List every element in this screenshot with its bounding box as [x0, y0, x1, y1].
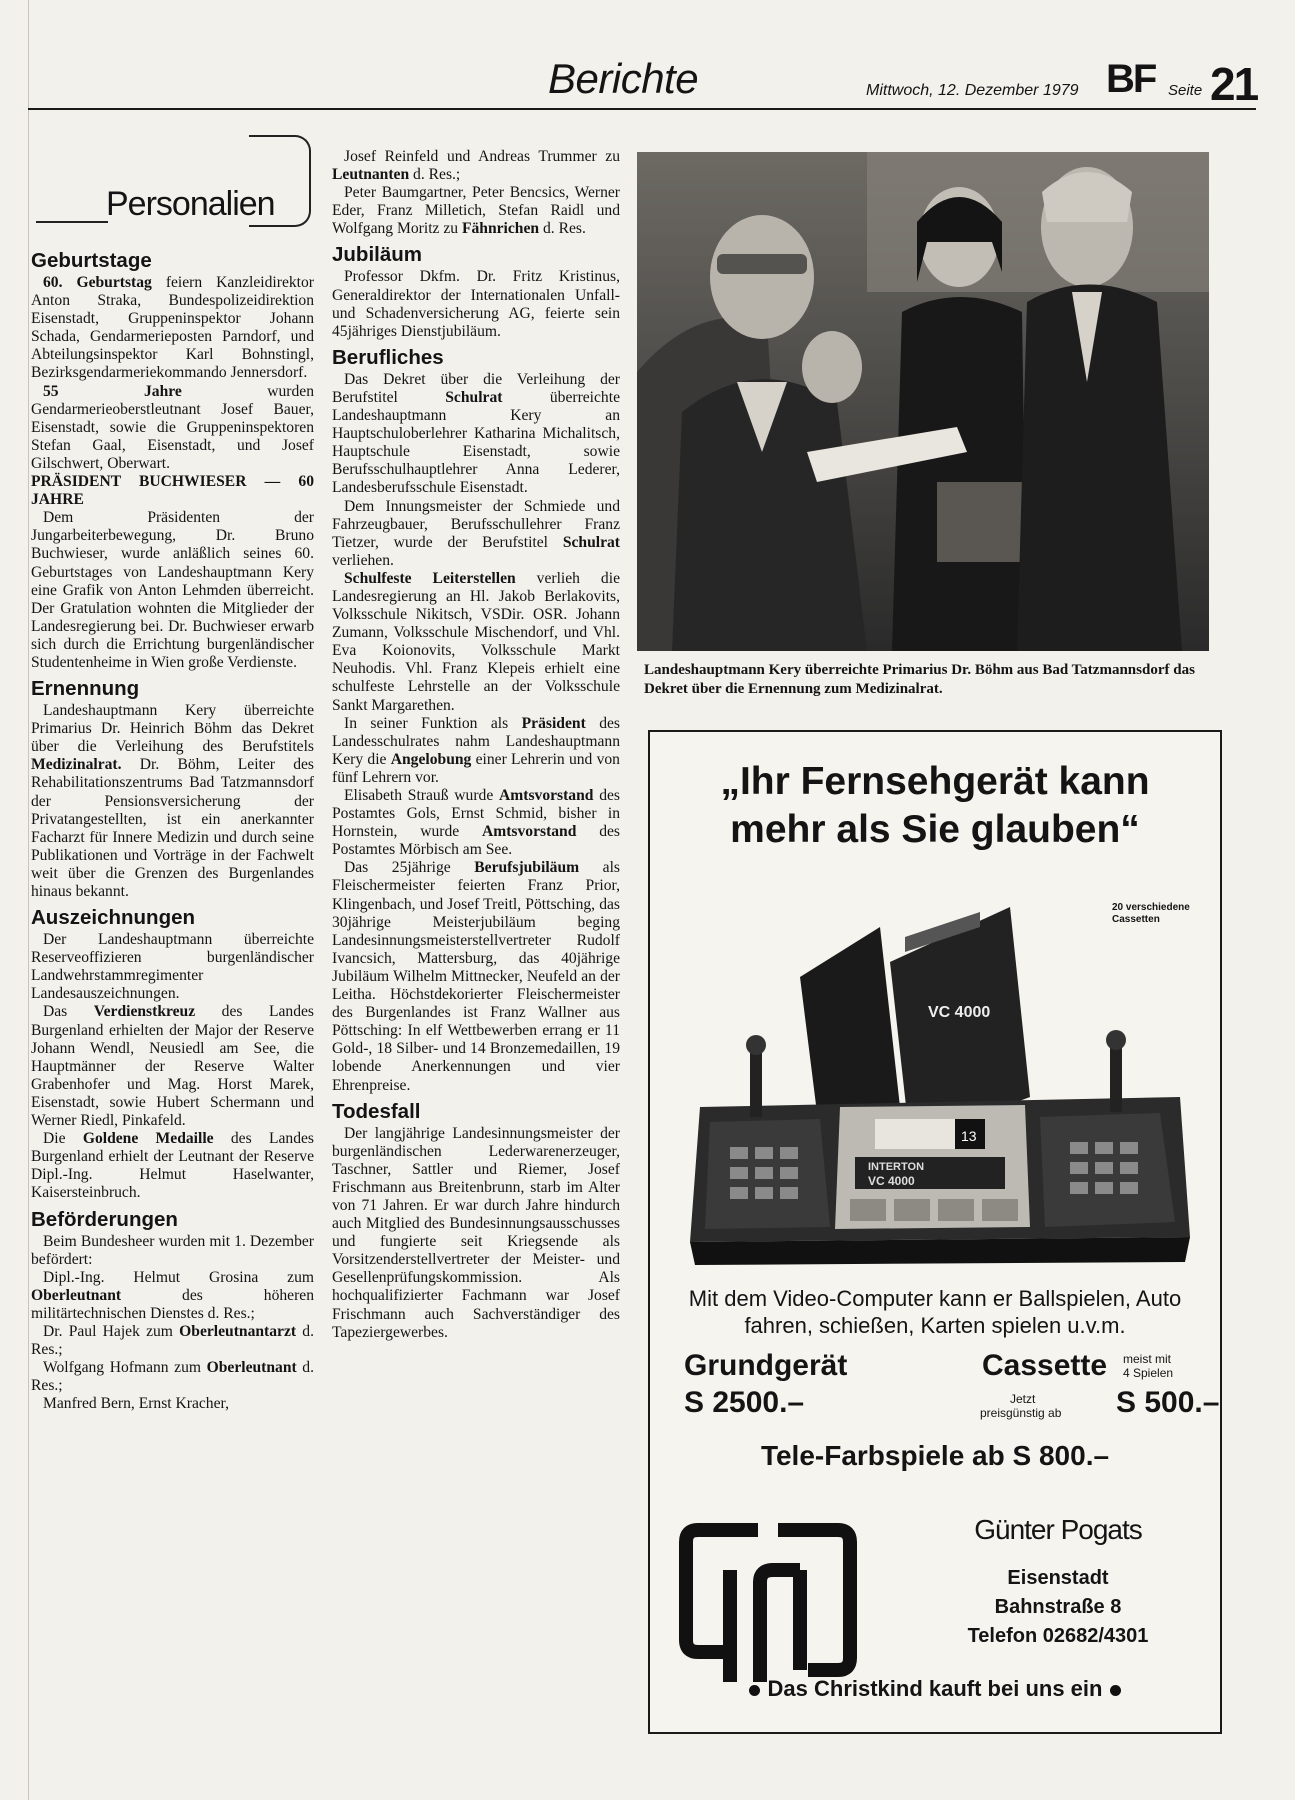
console-brand: INTERTON: [868, 1161, 925, 1173]
paragraph: Professor Dkfm. Dr. Fritz Kristinus, Generaldirektor der Internationalen Unfall- und Schadenversicherung AG, feierte sein 45jähriges Dienstjubiläum.: [332, 268, 620, 340]
paragraph: Josef Reinfeld und Andreas Trummer zu Leutnanten d. Res.;: [332, 148, 620, 184]
article-column-left: [31, 249, 314, 1413]
console-counter: 13: [961, 1128, 977, 1144]
ad-headline-line: mehr als Sie glauben“: [730, 808, 1140, 851]
heading-jubilaeum: Jubiläum: [332, 243, 422, 267]
heading-underline: [36, 221, 108, 223]
ad-headline-line: „Ihr Fernsehgerät kann: [720, 760, 1150, 803]
newspaper-logo: BF: [1106, 57, 1156, 101]
header-rule: [28, 108, 1256, 110]
ad-tele-games: Tele-Farbspiele ab S 800.–: [760, 1440, 1110, 1471]
ad-cassette-label: Cassette: [982, 1349, 1108, 1382]
page-number: 21: [1210, 58, 1258, 110]
paragraph: Dem Präsidenten der Jungarbeiterbewegung, Dr. Bruno Buchwieser, wurde anläßlich seines 60. Geburtstages von Landeshauptmann Kery eine Grafik von Anton Lehmden überreicht. Der Gratulation wohnten die Mitglieder der Landesregierung bei. Dr. Buchwieser erwarb sich durch die Errichtung burgenländischer Studentenheime in Wien große Verdienste.: [31, 509, 314, 671]
page-edge-line: [28, 0, 29, 1800]
section-title: Berichte: [548, 55, 699, 102]
heading-befoerderungen: Beförderungen: [31, 1207, 178, 1231]
bullet-icon: [749, 1685, 760, 1696]
heading-auszeichnungen: Auszeichnungen: [31, 906, 196, 930]
paragraph: Das Verdienstkreuz des Landes Burgenland erhielten der Major der Reserve Johann Wendl, Neusiedl am See, die Hauptmänner der Reserve Walter Grabenhofer und Mag. Horst Marek, Eisenstadt, sowie Hubert Schermann und Werner Riedl, Pinkafeld.: [31, 1003, 314, 1130]
paragraph: Manfred Bern, Ernst Kracher,: [43, 1395, 229, 1413]
ad-headline: [650, 758, 1220, 854]
heading-ernennung: Ernennung: [31, 677, 140, 701]
paragraph: Schulfeste Leiterstellen verlieh die Landesregierung an Hl. Jakob Berlakovits, Volksschule Nikitsch, VSDir. OSR. Johann Zumann, Volksschule Mischendorf, und Vhl. Eva Koionovits, Volksschule Markt Neuhodis. Vhl. Franz Klepeis erhielt eine schulfeste Lehrstelle an der Volksschule Sankt Margarethen.: [332, 569, 620, 714]
ad-cassette-note: meist mit 4 Spielen: [1123, 1352, 1174, 1380]
bullet-icon: [1110, 1685, 1121, 1696]
ad-cassette-price-prefix: Jetzt preisgünstig ab: [980, 1392, 1062, 1420]
ad-cassettes-note: 20 verschiedene Cassetten: [1112, 902, 1190, 925]
ad-base-unit-label: Grundgerät: [684, 1349, 848, 1382]
ad-address: Eisenstadt Bahnstraße 8 Telefon 02682/4301: [967, 1567, 1149, 1647]
paragraph: Dr. Paul Hajek zum Oberleutnantarzt d. Res.;: [31, 1322, 315, 1359]
heading-geburtstage: Geburtstage: [31, 249, 152, 272]
ad-company-name: Günter Pogats: [974, 1514, 1142, 1545]
photo-caption: Landeshauptmann Kery überreichte Primarius Dr. Böhm aus Bad Tatzmannsdorf das Dekret über die Ernennung zum Medizinalrat.: [644, 662, 1195, 697]
heading-berufliches: Berufliches: [332, 345, 444, 369]
personalien-heading-box: [28, 135, 311, 225]
paragraph: 55 Jahre wurden Gendarmerieoberstleutnant Josef Bauer, Eisenstadt, sowie die Gruppeninspektoren Stefan Gaal, Eisenstadt, und Josef Gilschwert, Oberwart.: [31, 382, 314, 472]
console-model: VC 4000: [868, 1174, 915, 1188]
ad-slogan: Das Christkind kauft bei uns ein: [650, 1676, 1220, 1702]
paragraph: Die Goldene Medaille des Landes Burgenland erhielt der Leutnant der Reserve Dipl.-Ing. Helmut Haselwanter, Kaisersteinbruch.: [31, 1130, 314, 1202]
paragraph: Landeshauptmann Kery überreichte Primarius Dr. Heinrich Böhm das Dekret über die Verleihung des Berufstitels Medizinalrat. Dr. Böhm, Leiter des Rehabilitationszentrums Bad Tatzmannsdorf der Pensionsversicherung der Privatangestellten, ist ein anerkannter Facharzt für Innere Medizin und durch seine Publikationen und Vorträge in der Fachwelt weit über die Grenzen des Burgenlandes hinaus bekannt.: [31, 702, 314, 900]
paragraph: Der langjährige Landesinnungsmeister der burgenländischen Lederwarenerzeuger, Taschner, Sattler und Riemer, Josef Frischmann aus Breitenbrunn, starb im Alter von 71 Jahren. Er war durch Jahre hindurch auch Mitglied des Bundesinnungsausschusses und fungierte seit Kriegsende als Vorsitzenderstellvertreter der Meister- und Gesellenprüfungskommission. Als hochqualifizierter Fachmann war Josef Frischmann auch Sachverständiger des Tapeziergewerbes.: [332, 1124, 620, 1341]
article-column-middle: [332, 148, 620, 1342]
personalien-title: Personalien: [106, 185, 275, 223]
paragraph: Beim Bundesheer wurden mit 1. Dezember befördert:: [31, 1232, 314, 1268]
issue-date: Mittwoch, 12. Dezember 1979: [866, 82, 1079, 99]
photo-illustration: [637, 152, 1209, 651]
subheading: PRÄSIDENT BUCHWIESER — 60 JAHRE: [31, 473, 314, 509]
paragraph: Der Landeshauptmann überreichte Reserveoffizieren burgenländischer Landwehrstammregimenter Landesauszeichnungen.: [31, 931, 314, 1003]
ad-base-unit-price: S 2500.–: [684, 1386, 805, 1419]
ad-tagline: Mit dem Video-Computer kann er Ballspielen, Auto fahren, schießen, Karten spielen u.v.m.: [688, 1286, 1182, 1338]
paragraph: 60. Geburtstag feiern Kanzleidirektor Anton Straka, Bundespolizeidirektion Eisenstadt, Gruppeninspektor Johann Schada, Gendarmerieposten Parndorf, und Abteilungsinspektor Karl Bohnstingl, Bezirksgendarmeriekommando Jennersdorf.: [31, 274, 314, 382]
cassette-label: VC 4000: [928, 1004, 991, 1021]
heading-todesfall: Todesfall: [332, 1099, 421, 1123]
paragraph: Dipl.-Ing. Helmut Grosina zum Oberleutnant des höheren militärtechnischen Dienstes d. Res.;: [31, 1268, 314, 1322]
page-label: Seite: [1168, 82, 1203, 99]
paragraph: Peter Baumgartner, Peter Bencsics, Werner Eder, Franz Milletich, Stefan Raidl und Wolfgang Moritz zu Fähnrichen d. Res.: [332, 184, 620, 238]
company-logo: [678, 1510, 858, 1690]
paragraph: Dem Innungsmeister der Schmiede und Fahrzeugbauer, Berufsschullehrer Franz Tietzer, wurde der Berufstitel Schulrat verliehen.: [332, 497, 620, 569]
ad-cassette-price: S 500.–: [1116, 1386, 1220, 1419]
paragraph: Das Dekret über die Verleihung der Berufstitel Schulrat überreichte Landeshauptmann Kery an Hauptschuloberlehrer Katharina Michalitsch, Hauptschule Eisenstadt, sowie Berufsschulhauptlehrer Anna Lederer, Landesberufsschule Eisenstadt.: [332, 370, 620, 497]
video-console-illustration: [680, 907, 1200, 1267]
advertisement: [648, 730, 1222, 1734]
paragraph: Elisabeth Strauß wurde Amtsvorstand des Postamtes Gols, Ernst Schmid, bisher in Hornstein, wurde Amtsvorstand des Postamtes Mörbisch am See.: [332, 787, 621, 859]
paragraph: Das 25jährige Berufsjubiläum als Fleischermeister feierten Franz Prior, Klingenbach, und Josef Treitl, Pöttsching, das 30jährige Meisterjubiläum beging Landesinnungsmeisterstellvertreter Rudolf Ivancsich, Mattersburg, das 40jährige Jubiläum Wilhelm Mittnecker, Neufeld an der Leitha. Höchstdekorierter Fleischermeister des Burgenlandes ist Franz Wallner aus Pöttsching: In elf Wettbewerben errang er 11 Gold-, 18 Silber- und 14 Bronzemedaillen, 19 lobende Anerkennungen und vier Ehrenpreise.: [332, 859, 620, 1094]
news-photo: [637, 152, 1209, 651]
paragraph: In seiner Funktion als Präsident des Landesschulrates nahm Landeshauptmann Kery die Angelobung einer Lehrerin und von fünf Lehrern vor.: [332, 714, 620, 786]
paragraph: Wolfgang Hofmann zum Oberleutnant d. Res.;: [31, 1359, 314, 1395]
